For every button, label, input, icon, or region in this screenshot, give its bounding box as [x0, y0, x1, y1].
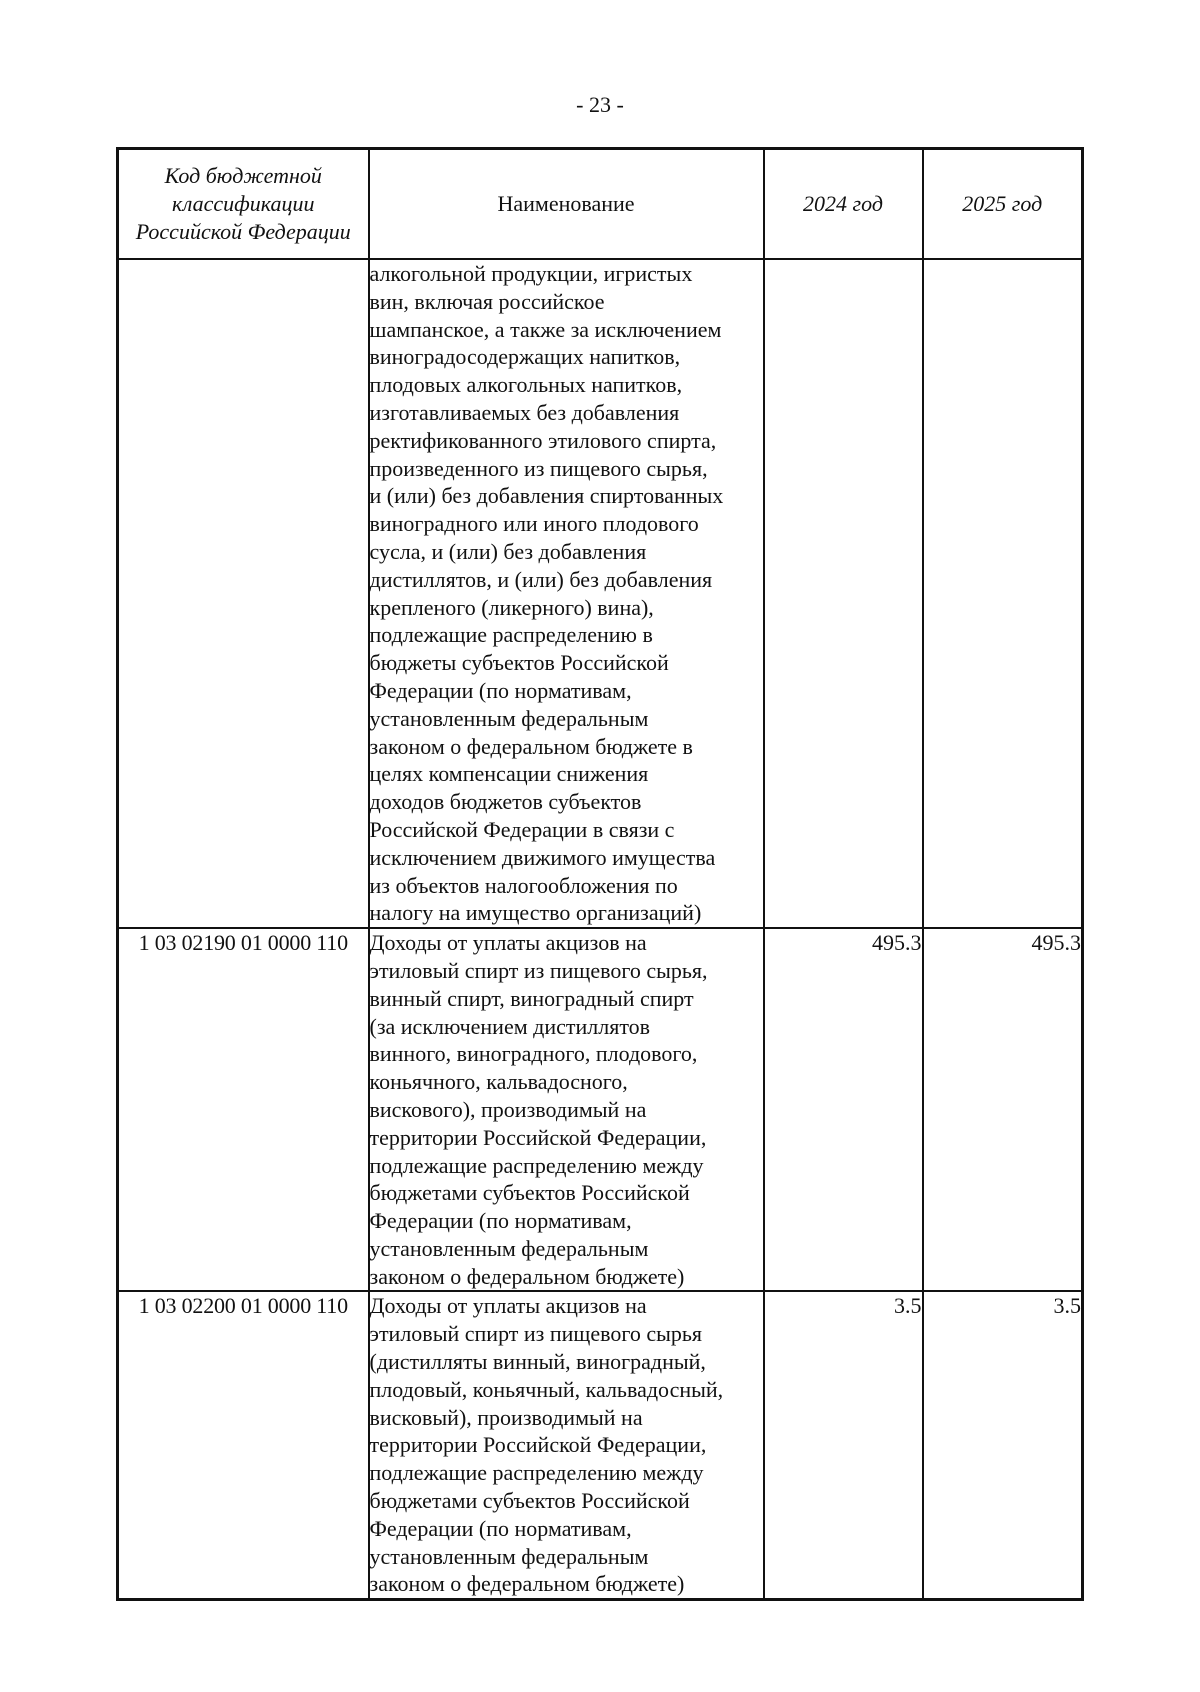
row-name: алкогольной продукции, игристых вин, включая российское шампанское, а также за исключением виноградосодержащих напитков, плодовых алкогольных напитков, изготавливаемых без добавления ректификованного этилового спирта, произведенного из пищевого сырья, и (или) без добавления спиртованных виноградного или иного плодового сусла, и (или) без добавления дистиллятов, и (или) без добавления крепленого (ликерного) вина), подлежащие распределению в бюджеты субъектов Российской Федерации (по нормативам, установленным федеральным законом о федеральном бюджете в целях компенсации снижения доходов бюджетов субъектов Российской Федерации в связи с исключением движимого имущества из объектов налогообложения по налогу на имущество организаций) — [369, 259, 764, 928]
header-2025: 2025 год — [923, 149, 1083, 260]
table-header-row — [118, 149, 1083, 260]
row-value-2025: 495.3 — [923, 928, 1083, 1291]
row-code: 1 03 02190 01 0000 110 — [118, 928, 369, 1291]
budget-classification-table — [116, 147, 1084, 1601]
row-value-2025: 3.5 — [923, 1291, 1083, 1599]
header-2024: 2024 год — [764, 149, 923, 260]
row-value-2024 — [764, 259, 923, 928]
row-code — [118, 259, 369, 928]
row-name: Доходы от уплаты акцизов на этиловый спирт из пищевого сырья (дистилляты винный, виноградный, плодовый, коньячный, кальвадосный, висковый), производимый на территории Российской Федерации, подлежащие распределению между бюджетами субъектов Российской Федерации (по нормативам, установленным федеральным законом о федеральном бюджете) — [369, 1291, 764, 1599]
row-name: Доходы от уплаты акцизов на этиловый спирт из пищевого сырья, винный спирт, виноградный спирт (за исключением дистиллятов винного, виноградного, плодового, коньячного, кальвадосного, вискового), производимый на территории Российской Федерации, подлежащие распределению между бюджетами субъектов Российской Федерации (по нормативам, установленным федеральным законом о федеральном бюджете) — [369, 928, 764, 1291]
row-value-2025 — [923, 259, 1083, 928]
row-code: 1 03 02200 01 0000 110 — [118, 1291, 369, 1599]
header-code: Код бюджетной классификации Российской Федерации — [118, 149, 369, 260]
page-number: - 23 - — [576, 92, 624, 117]
table-row — [118, 928, 1083, 1291]
row-value-2024: 3.5 — [764, 1291, 923, 1599]
table-row — [118, 1291, 1083, 1599]
table-row — [118, 259, 1083, 928]
row-value-2024: 495.3 — [764, 928, 923, 1291]
header-name: Наименование — [369, 149, 764, 260]
